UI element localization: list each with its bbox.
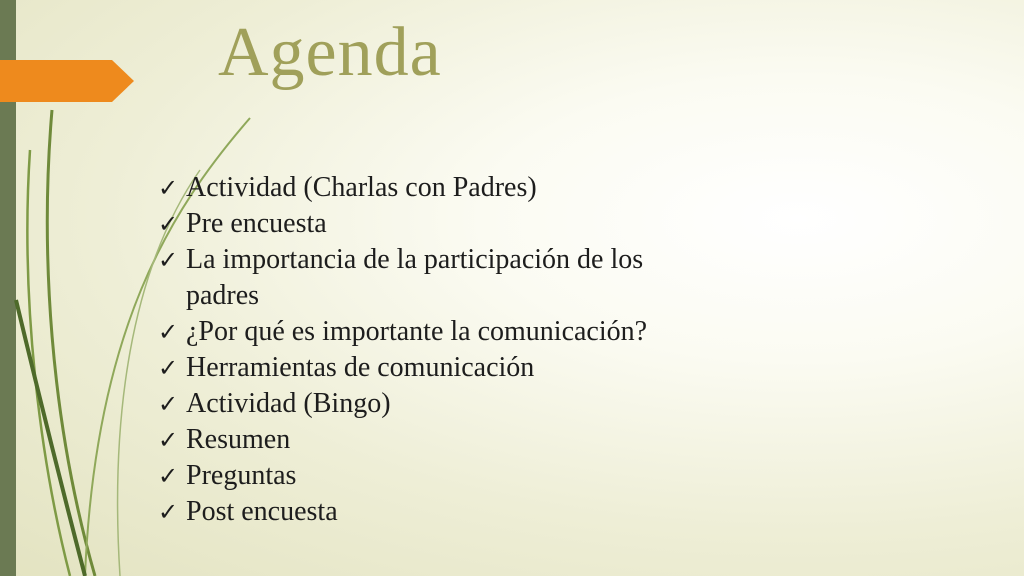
agenda-item — [158, 206, 718, 242]
agenda-item-text: La importancia de la participación de los padres — [186, 244, 644, 311]
check-icon: ✓ — [158, 498, 179, 526]
agenda-item — [158, 386, 718, 422]
check-icon: ✓ — [158, 390, 179, 418]
agenda-item — [158, 242, 718, 314]
check-icon: ✓ — [158, 426, 179, 454]
check-icon: ✓ — [158, 210, 179, 238]
check-icon: ✓ — [158, 462, 179, 490]
check-icon: ✓ — [158, 174, 179, 202]
agenda-item-text: Resumen — [186, 424, 291, 455]
check-icon: ✓ — [158, 318, 179, 346]
agenda-item-text: ¿Por qué es importante la comunicación? — [186, 316, 648, 347]
slide-title: Agenda — [218, 14, 442, 91]
agenda-item — [158, 170, 718, 206]
check-icon: ✓ — [158, 246, 179, 274]
agenda-item — [158, 494, 718, 530]
agenda-item-text: Actividad (Charlas con Padres) — [186, 172, 537, 203]
agenda-item-text: Actividad (Bingo) — [186, 388, 391, 419]
agenda-item-text: Preguntas — [186, 460, 297, 491]
agenda-item-text: Herramientas de comunicación — [186, 352, 535, 383]
agenda-list — [158, 170, 718, 530]
agenda-item — [158, 350, 718, 386]
orange-accent-tab — [0, 60, 134, 102]
check-icon: ✓ — [158, 354, 179, 382]
agenda-item — [158, 422, 718, 458]
agenda-item-text: Pre encuesta — [186, 208, 327, 239]
agenda-item-text: Post encuesta — [186, 496, 338, 527]
agenda-item — [158, 458, 718, 494]
agenda-item — [158, 314, 718, 350]
